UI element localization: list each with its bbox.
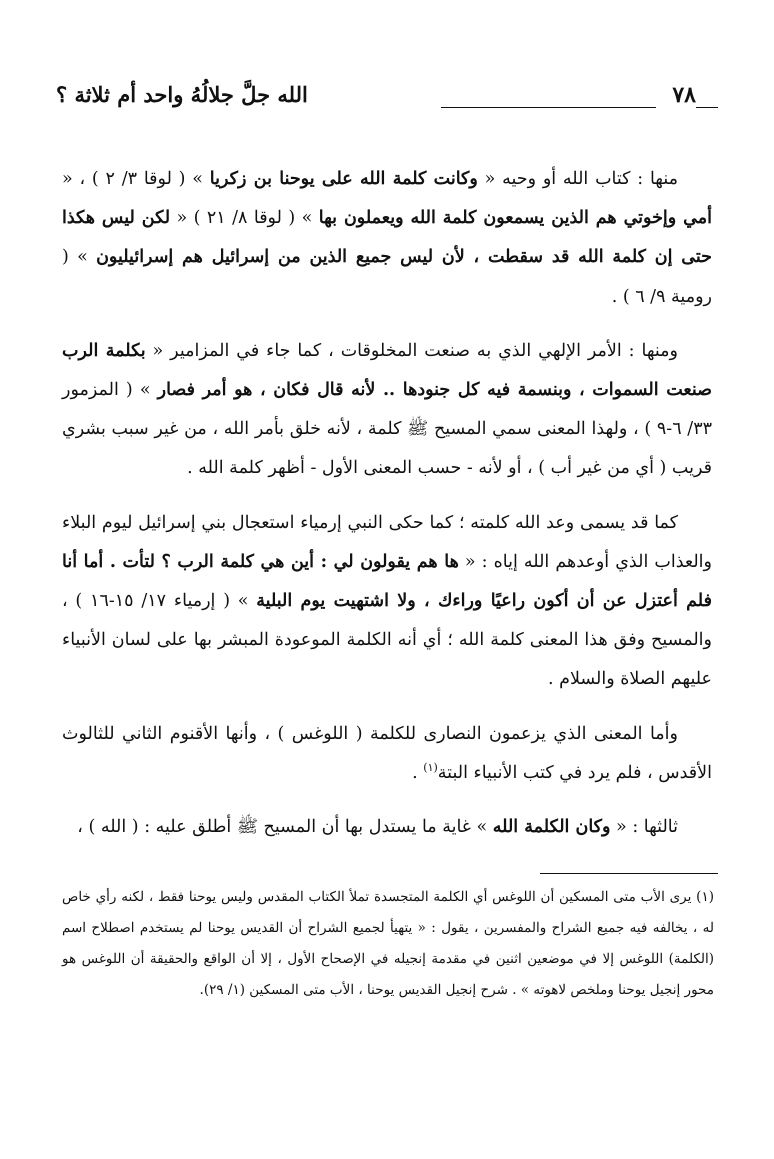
text-run: » ( لوقا ٣/ ٢ ) ، « bbox=[62, 169, 210, 189]
paragraph bbox=[62, 160, 712, 317]
text-run: » ( لوقا ٨/ ٢١ ) « bbox=[170, 208, 319, 229]
paragraph bbox=[62, 715, 712, 793]
running-title: الله جلَّ جلالُهُ واحد أم ثلاثة ؟ bbox=[56, 82, 308, 107]
text-run: كما قد يسمى وعد الله كلمته ؛ كما حكى النبي إرمياء استعجال بني إسرائيل ليوم البلاء والعذاب الذي أوعدهم الله إياه : « bbox=[62, 512, 712, 572]
footnote-marker: (١) bbox=[423, 761, 438, 775]
body-text bbox=[62, 160, 712, 862]
page-number: ٧٨ bbox=[672, 82, 696, 108]
header-rule bbox=[601, 107, 656, 108]
quotation: وكانت كلمة الله على يوحنا بن زكريا bbox=[209, 169, 478, 189]
text-run: وأما المعنى الذي يزعمون النصارى للكلمة ( اللوغس ) ، وأنها الأقنوم الثاني للثالوث الأقدس ، فلم يرد في كتب الأنبياء البتة bbox=[62, 723, 712, 783]
text-run: منها : كتاب الله أو وحيه « bbox=[477, 169, 679, 189]
paragraph bbox=[62, 808, 712, 847]
text-run: ومنها : الأمر الإلهي الذي به صنعت المخلوقات ، كما جاء في المزامير « bbox=[145, 340, 678, 361]
footnote: (١) يرى الأب متى المسكين أن اللوغس أي الكلمة المتجسدة تملأ الكتاب المقدس وليس يوحنا فقط ، لكنه رأي خاص له ، يخالفه فيه جميع الشراح والمفسرين ، يقول : « يتهيأ لجميع الشراح أن القديس يوحنا لم يستخدم اصطلاح اسم (الكلمة) اللوغس إلا في موضعين اثنين في مقدمة إنجيله في الإصحاح الأول ، إلا أن الواقع والحقيقة أن اللوغس هو محور إنجيل يوحنا وملخص لاهوته » . شرح إنجيل القديس يوحنا ، الأب متى المسكين (١/ ٢٩). bbox=[62, 889, 714, 998]
paragraph bbox=[62, 332, 712, 489]
quotation: وكان الكلمة الله bbox=[492, 817, 611, 838]
quotation: بكلمة الرب صنعت السموات ، وبنسمة فيه كل جنودها .. لأنه قال فكان ، هو أمر فصار bbox=[62, 340, 712, 401]
text-run: » ( المزمور ٣٣/ ٦-٩ ) ، ولهذا المعنى سمي المسيح ﷺ كلمة ، لأنه خلق بأمر الله ، من غير سبب بشري قريب ( أي من غير أب ) ، أو لأنه - حسب المعنى الأول - أظهر كلمة الله . bbox=[62, 380, 712, 479]
header-rule bbox=[696, 107, 718, 108]
text-run: » غاية ما يستدل بها أن المسيح ﷺ أطلق عليه : ( الله ) ، bbox=[77, 817, 493, 838]
quotation: أمي وإخوتي هم الذين يسمعون كلمة الله ويعملون بها bbox=[318, 208, 712, 229]
quotation: ها هم يقولون لي : أين هي كلمة الرب ؟ لتأت . أما أنا فلم أعتزل عن أن أكون راعيًا وراءك ، ولا اشتهيت يوم البلية bbox=[62, 551, 712, 612]
paragraph bbox=[62, 504, 712, 700]
text-run: » ( رومية ٩/ ٦ ) . bbox=[62, 247, 712, 307]
quotation: لكن ليس هكذا حتى إن كلمة الله قد سقطت ، لأن ليس جميع الذين من إسرائيل هم إسرائيليون bbox=[62, 208, 712, 268]
text-run: ثالثها : « bbox=[610, 817, 678, 838]
text-run: . bbox=[412, 762, 424, 783]
page-header bbox=[56, 82, 718, 116]
header-rule bbox=[441, 107, 601, 108]
footnote-rule bbox=[540, 873, 718, 874]
text-run: » ( إرمياء ١٧/ ١٥-١٦ ) ، والمسيح وفق هذا المعنى كلمة الله ؛ أي أنه الكلمة الموعودة المبشر بها على لسان الأنبياء عليهم الصلاة والسلام . bbox=[62, 591, 712, 690]
